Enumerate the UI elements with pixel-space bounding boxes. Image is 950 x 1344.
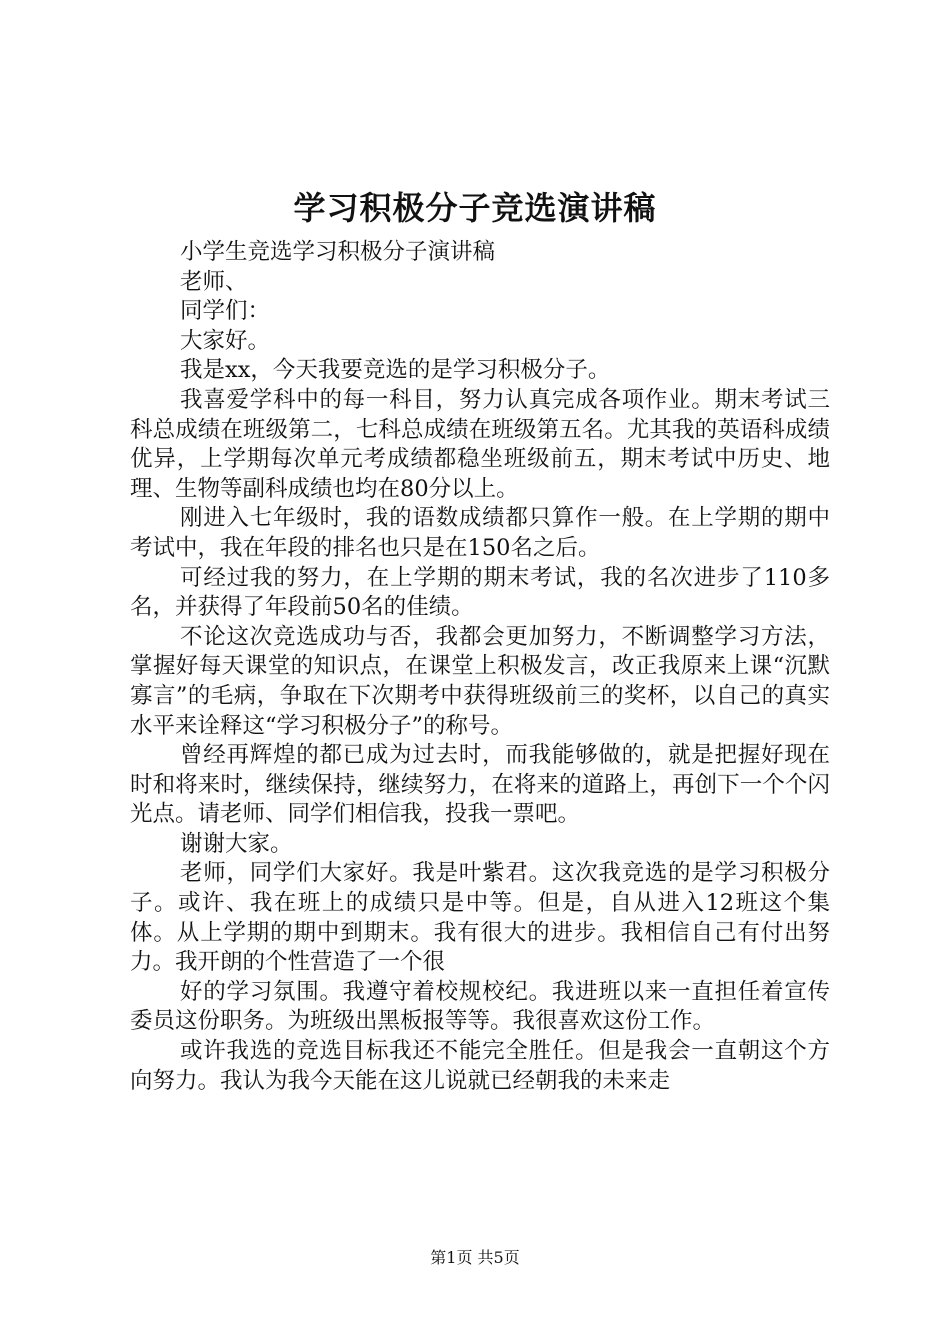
paragraph: 曾经再辉煌的都已成为过去时，而我能够做的，就是把握好现在时和将来时，继续保持，继续努力，在将来的道路上，再创下一个个闪光点。请老师、同学们相信我，投我一票吧。 — [130, 742, 830, 828]
paragraph: 不论这次竞选成功与否，我都会更加努力，不断调整学习方法，掌握好每天课堂的知识点，在课堂上积极发言，改正我原来上课“沉默寡言”的毛病，争取在下次期考中获得班级前三的奖杯，以自己的真实水平来诠释这“学习积极分子”的称号。 — [130, 623, 830, 739]
paragraph: 刚进入七年级时，我的语数成绩都只算作一般。在上学期的期中考试中，我在年段的排名也只是在150名之后。 — [130, 505, 830, 561]
paragraph: 我是xx，今天我要竞选的是学习积极分子。 — [180, 357, 611, 384]
page-footer: 第1页 共5页 — [430, 1248, 520, 1267]
paragraph: 我喜爱学科中的每一科目，努力认真完成各项作业。期末考试三科总成绩在班级第二，七科总成绩在班级第五名。尤其我的英语科成绩优异，上学期每次单元考成绩都稳坐班级前五，期末考试中历史、地理、生物等副科成绩也均在80分以上。 — [130, 386, 830, 502]
paragraph: 老师，同学们大家好。我是叶紫君。这次我竞选的是学习积极分子。或许、我在班上的成绩只是中等。但是，自从进入12班这个集体。从上学期的期中到期末。我有很大的进步。我相信自己有付出努力。我开朗的个性营造了一个很 — [130, 860, 830, 976]
paragraph: 谢谢大家。 — [180, 830, 293, 857]
paragraph: 好的学习氛围。我遵守着校规校纪。我进班以来一直担任着宣传委员这份职务。为班级出黑板报等等。我很喜欢这份工作。 — [130, 978, 830, 1035]
paragraph: 小学生竞选学习积极分子演讲稿 — [180, 239, 496, 265]
paragraph: 大家好。 — [180, 327, 271, 354]
paragraph: 老师、 — [180, 268, 248, 295]
document-title: 学习积极分子竞选演讲稿 — [293, 189, 657, 227]
document-body — [130, 238, 830, 1096]
paragraph: 或许我选的竞选目标我还不能完全胜任。但是我会一直朝这个方向努力。我认为我今天能在这儿说就已经朝我的未来走 — [130, 1038, 830, 1094]
paragraph: 同学们： — [180, 298, 271, 325]
paragraph: 可经过我的努力，在上学期的期末考试，我的名次进步了110多名，并获得了年段前50名的佳绩。 — [130, 564, 830, 621]
